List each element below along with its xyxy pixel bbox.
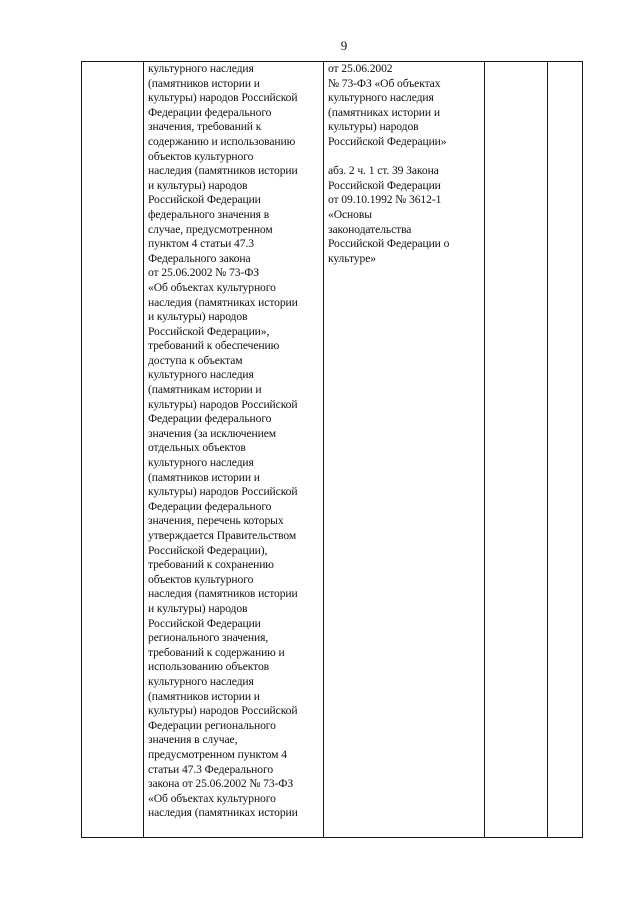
- legal-basis-cell: [328, 62, 482, 266]
- subject-text-line: культурного наследия: [148, 456, 254, 470]
- subject-text-line: отдельных объектов: [148, 441, 246, 455]
- subject-text-line: значения, требований к: [148, 120, 262, 134]
- subject-text-line: Российской Федерации: [148, 193, 261, 207]
- subject-text-line: наследия (памятниках истории: [148, 806, 298, 820]
- legal-basis-line: культуре»: [328, 251, 376, 265]
- subject-text-line: требований к обеспечению: [148, 339, 280, 353]
- requirements-table: [81, 61, 583, 838]
- subject-text-line: требований к сохранению: [148, 558, 274, 572]
- legal-basis-line: культурного наследия: [328, 91, 434, 105]
- subject-text-line: федерального значения в: [148, 207, 270, 221]
- subject-text-line: содержанию и использованию: [148, 134, 296, 148]
- subject-text-line: Федерации федерального: [148, 412, 272, 426]
- subject-text-line: Российской Федерации),: [148, 543, 268, 557]
- legal-basis-block-1: [328, 62, 482, 150]
- legal-basis-line: Российской Федерации о: [328, 237, 450, 251]
- subject-text-line: культуры) народов Российской: [148, 485, 298, 499]
- subject-text-line: случае, предусмотренном: [148, 222, 273, 236]
- subject-text-line: значения, перечень которых: [148, 514, 284, 528]
- subject-text-line: Российской Федерации: [148, 616, 261, 630]
- subject-text-line: пунктом 4 статьи 47.3: [148, 237, 254, 251]
- legal-basis-line: (памятниках истории и: [328, 105, 440, 119]
- subject-text-line: культурного наследия: [148, 674, 254, 688]
- subject-cell: [148, 62, 320, 821]
- block-gap: [328, 150, 482, 165]
- subject-text-line: от 25.06.2002 № 73-ФЗ: [148, 266, 259, 280]
- subject-text-line: «Об объектах культурного: [148, 280, 276, 294]
- subject-text-line: использованию объектов: [148, 660, 270, 674]
- subject-text-line: статьи 47.3 Федерального: [148, 762, 274, 776]
- page-number: 9: [340, 38, 348, 53]
- subject-text-line: Федерального закона: [148, 251, 251, 265]
- column-divider-4: [547, 62, 548, 837]
- legal-basis-line: № 73-ФЗ «Об объектах: [328, 76, 441, 90]
- subject-text-line: Российской Федерации»,: [148, 324, 270, 338]
- legal-basis-line: «Основы: [328, 207, 372, 221]
- subject-text-line: доступа к объектам: [148, 353, 243, 367]
- subject-text-line: Федерации регионального: [148, 718, 276, 732]
- subject-text-line: культурного наследия: [148, 62, 254, 75]
- legal-basis-line: законодательства: [328, 222, 412, 236]
- legal-basis-line: от 09.10.1992 № 3612-1: [328, 193, 442, 207]
- subject-text-line: утверждается Правительством: [148, 529, 297, 542]
- subject-text-line: и культуры) народов: [148, 601, 248, 615]
- subject-text-line: наследия (памятников истории: [148, 164, 298, 178]
- subject-text-line: наследия (памятниках истории: [148, 295, 298, 309]
- subject-text-line: культуры) народов Российской: [148, 91, 298, 105]
- legal-basis-line: Российской Федерации»: [328, 134, 447, 148]
- subject-text-line: (памятников истории и: [148, 76, 260, 90]
- legal-basis-line: от 25.06.2002: [328, 62, 393, 75]
- subject-text-line: (памятников истории и: [148, 470, 260, 484]
- column-divider-2: [323, 62, 324, 837]
- legal-basis-line: Российской Федерации: [328, 178, 441, 192]
- subject-text-line: и культуры) народов: [148, 310, 248, 324]
- subject-text-line: закона от 25.06.2002 № 73-ФЗ: [148, 777, 294, 791]
- subject-text-line: Федерации федерального: [148, 105, 272, 119]
- subject-text-line: объектов культурного: [148, 572, 254, 586]
- legal-basis-line: культуры) народов: [328, 120, 419, 134]
- column-divider-3: [484, 62, 485, 837]
- subject-text-line: объектов культурного: [148, 149, 254, 163]
- legal-basis-line: абз. 2 ч. 1 ст. 39 Закона: [328, 164, 439, 178]
- subject-text-line: значения в случае,: [148, 733, 238, 747]
- subject-text-line: и культуры) народов: [148, 178, 248, 192]
- subject-text-line: наследия (памятников истории: [148, 587, 298, 601]
- subject-text-line: (памятникам истории и: [148, 383, 262, 397]
- subject-text-line: Федерации федерального: [148, 499, 272, 513]
- subject-text-line: культурного наследия: [148, 368, 254, 382]
- subject-text-line: значения (за исключением: [148, 426, 277, 440]
- subject-text-line: культуры) народов Российской: [148, 397, 298, 411]
- subject-text-line: «Об объектах культурного: [148, 791, 276, 805]
- subject-text-line: предусмотренном пунктом 4: [148, 747, 287, 761]
- subject-text-line: регионального значения,: [148, 631, 269, 645]
- legal-basis-block-2: [328, 164, 482, 266]
- subject-text-line: требований к содержанию и: [148, 645, 285, 659]
- subject-text-line: культуры) народов Российской: [148, 704, 298, 718]
- subject-text-line: (памятников истории и: [148, 689, 260, 703]
- column-divider-1: [143, 62, 144, 837]
